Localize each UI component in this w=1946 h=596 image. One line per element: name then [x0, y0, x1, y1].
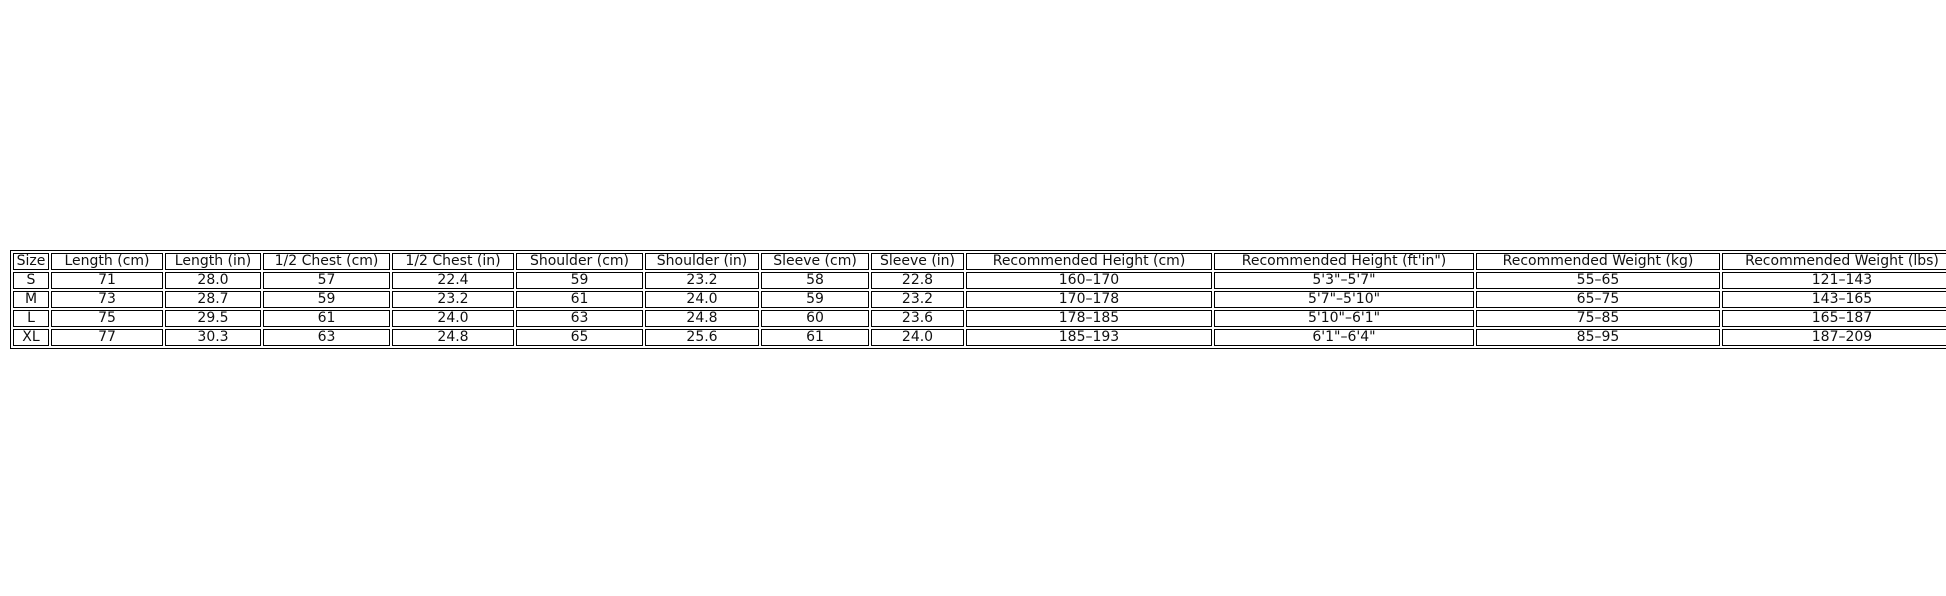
column-header-rec-weight-lbs: Recommended Weight (lbs)	[1722, 253, 1946, 270]
table-cell: XL	[13, 329, 49, 346]
table-cell: 165–187	[1722, 310, 1946, 327]
table-cell: 24.0	[645, 291, 759, 308]
table-cell: 6'1"–6'4"	[1214, 329, 1474, 346]
table-cell: S	[13, 272, 49, 289]
table-cell: 5'7"–5'10"	[1214, 291, 1474, 308]
table-cell: 63	[516, 310, 643, 327]
table-cell: 28.7	[165, 291, 261, 308]
table-cell: 24.8	[645, 310, 759, 327]
table-cell: 160–170	[966, 272, 1212, 289]
table-cell: 60	[761, 310, 869, 327]
table-cell: 185–193	[966, 329, 1212, 346]
column-header-rec-height-cm: Recommended Height (cm)	[966, 253, 1212, 270]
table-cell: 5'10"–6'1"	[1214, 310, 1474, 327]
table-cell: 65–75	[1476, 291, 1720, 308]
column-header-shoulder-cm: Shoulder (cm)	[516, 253, 643, 270]
table-cell: 85–95	[1476, 329, 1720, 346]
table-cell: L	[13, 310, 49, 327]
table-cell: 5'3"–5'7"	[1214, 272, 1474, 289]
table-cell: 57	[263, 272, 390, 289]
table-cell: 59	[761, 291, 869, 308]
table-cell: 58	[761, 272, 869, 289]
table-cell: 77	[51, 329, 163, 346]
column-header-shoulder-in: Shoulder (in)	[645, 253, 759, 270]
table-cell: 143–165	[1722, 291, 1946, 308]
table-cell: 23.6	[871, 310, 964, 327]
table-row-l	[13, 310, 1946, 327]
column-header-rec-weight-kg: Recommended Weight (kg)	[1476, 253, 1720, 270]
table-cell: 24.0	[871, 329, 964, 346]
column-header-half-chest-in: 1/2 Chest (in)	[392, 253, 514, 270]
table-cell: 30.3	[165, 329, 261, 346]
table-cell: 22.4	[392, 272, 514, 289]
table-cell: 178–185	[966, 310, 1212, 327]
table-cell: 24.0	[392, 310, 514, 327]
table-cell: 61	[516, 291, 643, 308]
table-cell: 61	[263, 310, 390, 327]
table-cell: 75–85	[1476, 310, 1720, 327]
table-cell: 55–65	[1476, 272, 1720, 289]
column-header-sleeve-cm: Sleeve (cm)	[761, 253, 869, 270]
table-cell: 59	[263, 291, 390, 308]
table-cell: 59	[516, 272, 643, 289]
table-cell: 65	[516, 329, 643, 346]
table-cell: 61	[761, 329, 869, 346]
table-cell: 24.8	[392, 329, 514, 346]
table-cell: 75	[51, 310, 163, 327]
table-cell: 22.8	[871, 272, 964, 289]
table-cell: 25.6	[645, 329, 759, 346]
table-cell: 63	[263, 329, 390, 346]
table-cell: 23.2	[392, 291, 514, 308]
table-cell: 71	[51, 272, 163, 289]
column-header-length-cm: Length (cm)	[51, 253, 163, 270]
table-row-m	[13, 291, 1946, 308]
table-cell: 187–209	[1722, 329, 1946, 346]
table-cell: 29.5	[165, 310, 261, 327]
size-chart-table	[10, 250, 1946, 349]
header-row	[13, 253, 1946, 270]
column-header-length-in: Length (in)	[165, 253, 261, 270]
column-header-half-chest-cm: 1/2 Chest (cm)	[263, 253, 390, 270]
column-header-rec-height-ftin: Recommended Height (ft'in")	[1214, 253, 1474, 270]
column-header-sleeve-in: Sleeve (in)	[871, 253, 964, 270]
table-cell: 23.2	[871, 291, 964, 308]
table-cell: 170–178	[966, 291, 1212, 308]
table-row-s	[13, 272, 1946, 289]
table-row-xl	[13, 329, 1946, 346]
table-cell: 121–143	[1722, 272, 1946, 289]
table-cell: 23.2	[645, 272, 759, 289]
column-header-size: Size	[13, 253, 49, 270]
table-cell: 73	[51, 291, 163, 308]
table-cell: M	[13, 291, 49, 308]
table-cell: 28.0	[165, 272, 261, 289]
